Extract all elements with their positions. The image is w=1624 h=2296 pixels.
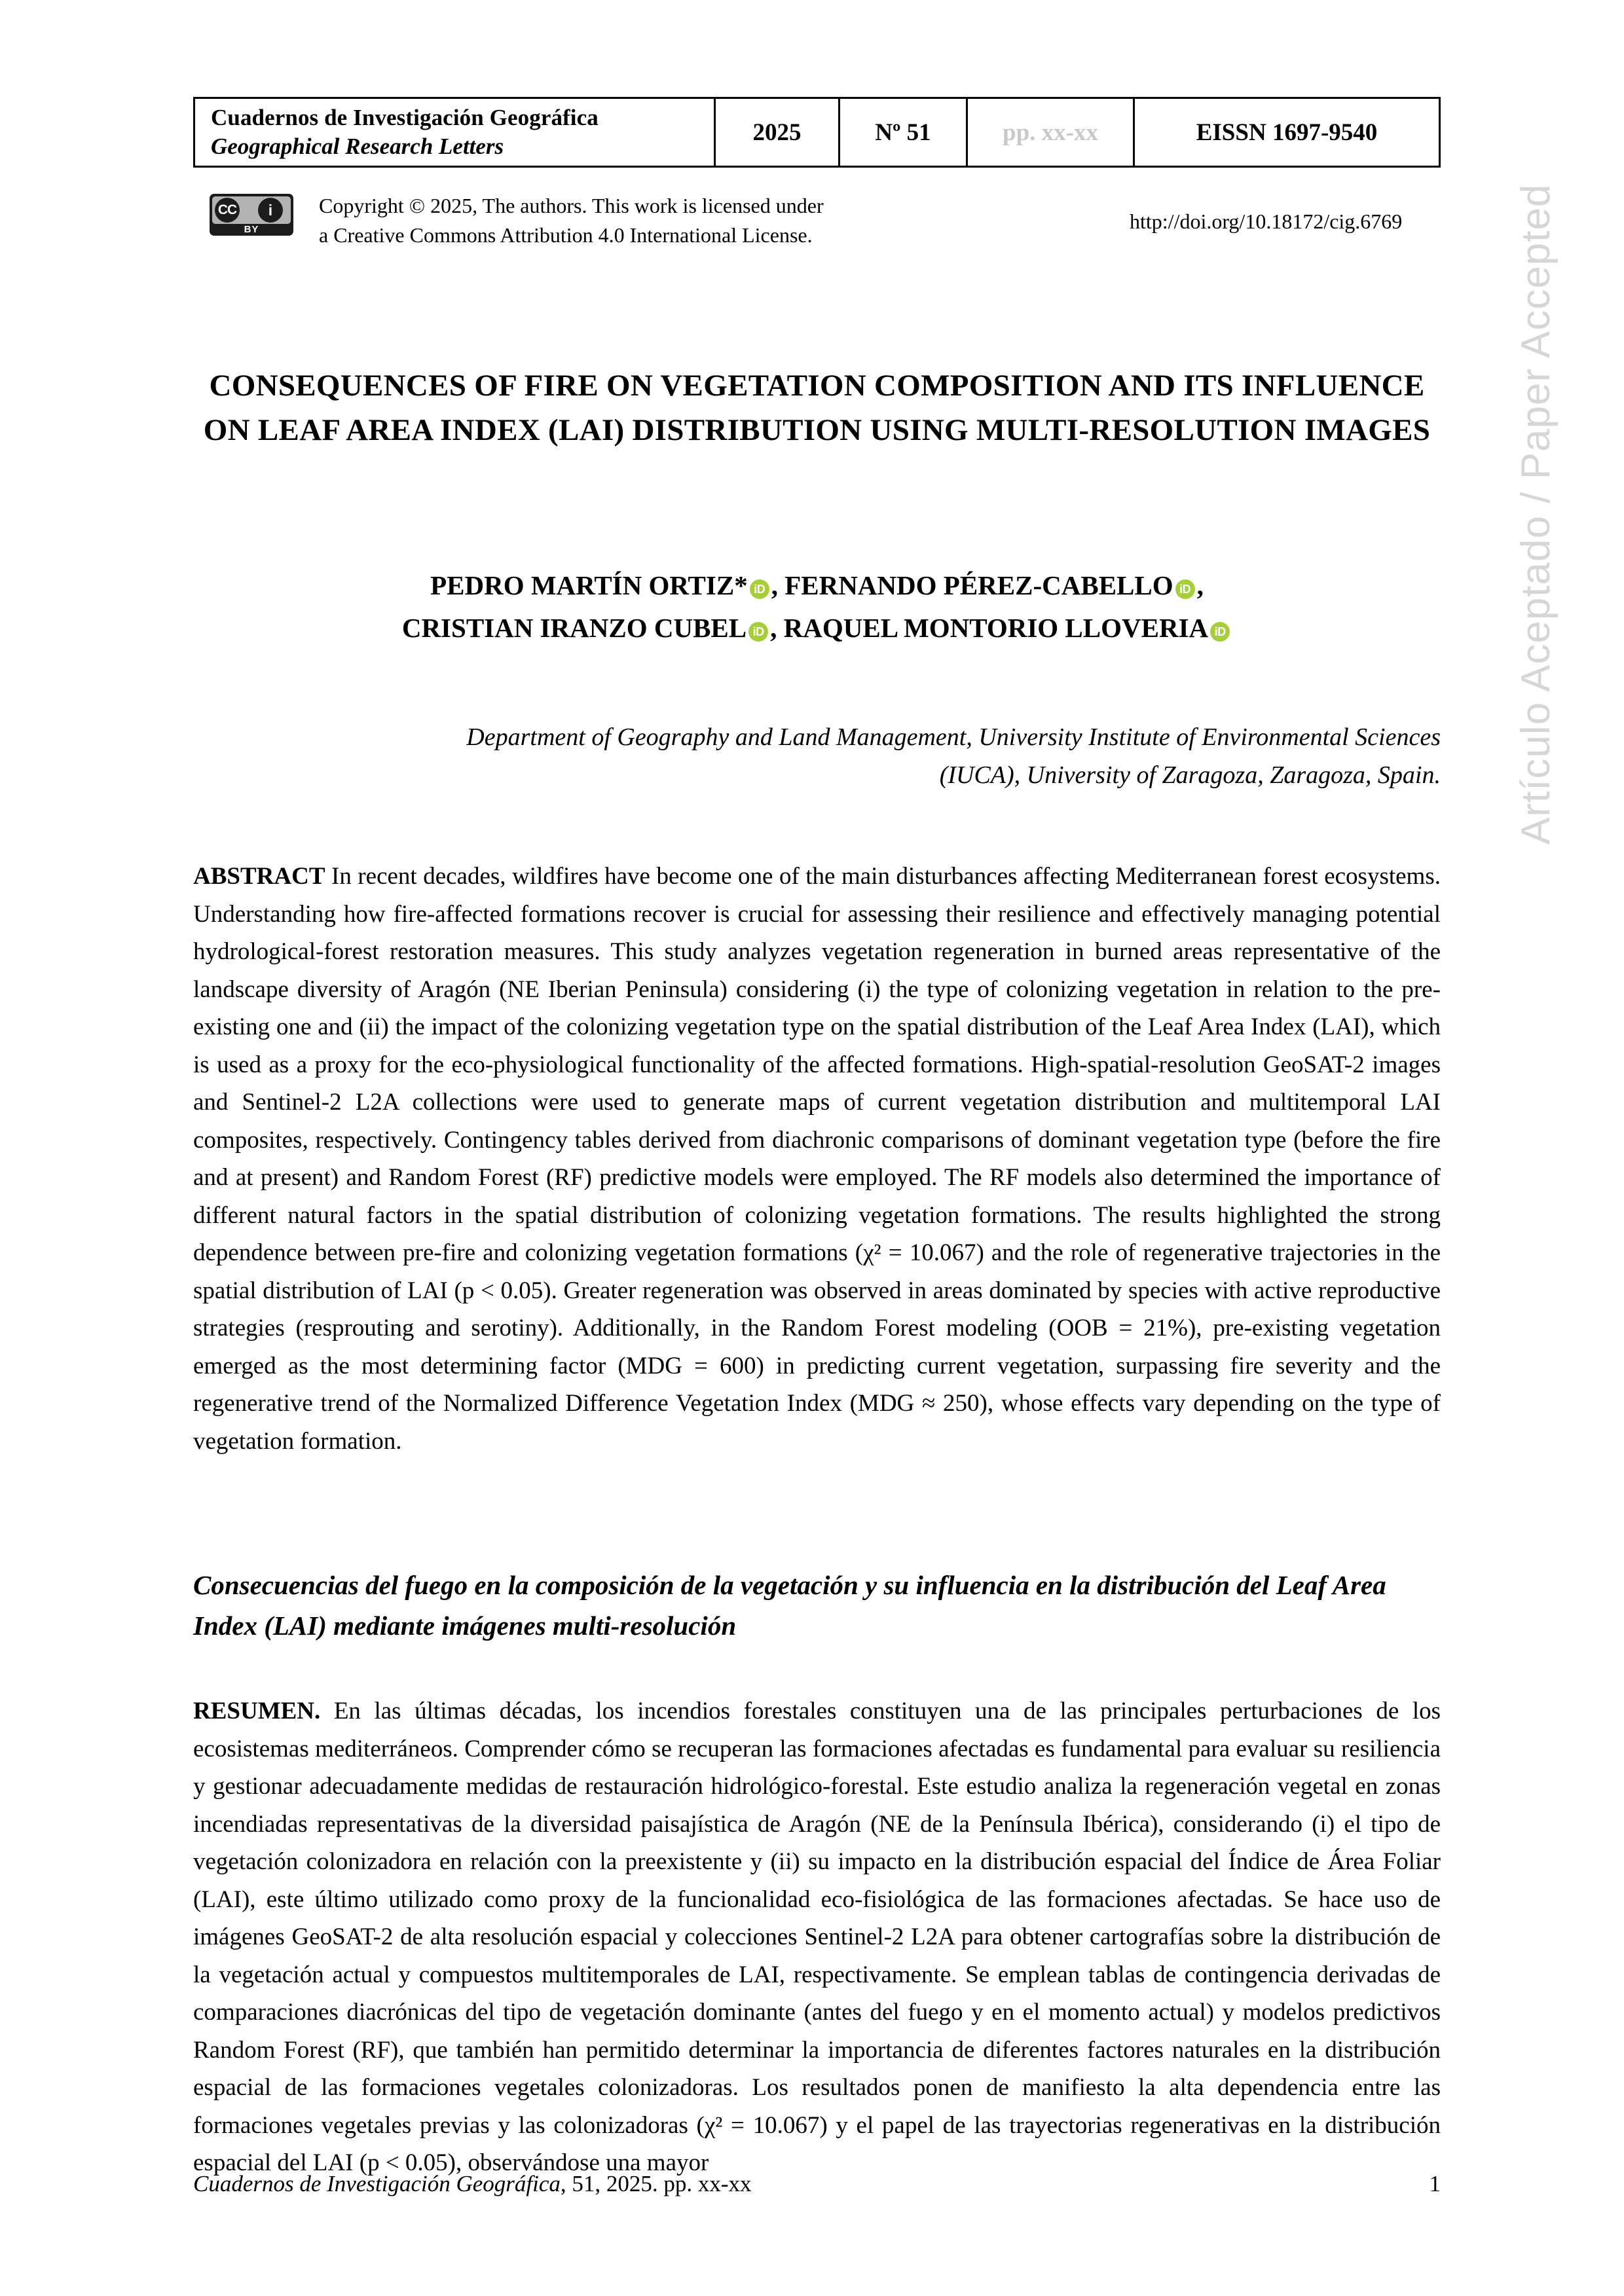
masthead-journal-name-cell	[195, 99, 716, 166]
author-pedro-martin-ortiz: PEDRO MARTÍN ORTIZ*	[430, 570, 748, 600]
resumen-section	[193, 1692, 1441, 2182]
author-affiliation: Department of Geography and Land Management, University Institute of Environmental Sciences (IUCA), University of Zaragoza, Zaragoza, Spain.	[466, 723, 1441, 789]
article-title: CONSEQUENCES OF FIRE ON VEGETATION COMPOSITION AND ITS INFLUENCE ON LEAF AREA INDEX (LAI) DISTRIBUTION USING MULTI-RESOLUTION IMAGES	[203, 369, 1431, 448]
cc-circle-icon: CC	[215, 198, 240, 223]
abstract-paragraph	[193, 858, 1441, 1461]
doi-link[interactable]: http://doi.org/10.18172/cig.6769	[1130, 210, 1403, 233]
masthead-issue-number: Nº 51	[840, 99, 968, 166]
resumen-text: En las últimas décadas, los incendios forestales constituyen una de las principales perturbaciones de los ecosistemas mediterráneos. Comprender cómo se recuperan las formaciones afectadas es fundamental para evaluar su resiliencia y gestionar adecuadamente medidas de restauración hidrológico-forestal. Este estudio analiza la regeneración vegetal en zonas incendiadas representativas de la diversidad paisajística de Aragón (NE de la Península Ibérica), considerando (i) el tipo de vegetación colonizadora en relación con la preexistente y (ii) su impacto en la distribución espacial del Índice de Área Foliar (LAI), este último utilizado como proxy de la funcionalidad eco-fisiológica de las formaciones afectadas. Se hace uso de imágenes GeoSAT-2 de alta resolución espacial y colecciones Sentinel-2 L2A para obtener cartografías sobre la distribución de la vegetación actual y compuestos multitemporales de LAI, respectivamente. Se emplean tablas de contingencia derivadas de comparaciones diacrónicas del tipo de vegetación dominante (antes del fuego y en el momento actual) y modelos predictivos Random Forest (RF), que también han permitido determinar la importancia de diferentes factores naturales en la distribución espacial de las formaciones vegetales colonizadoras. Los resultados ponen de manifiesto la alta dependencia entre las formaciones vegetales previas y las colonizadoras (χ² = 10.067) y el papel de las trayectorias regenerativas en la distribución espacial del LAI (p < 0.05), observándose una mayor	[193, 1698, 1441, 2177]
journal-name-english: Geographical Research Letters	[211, 134, 504, 159]
masthead-eissn: EISSN 1697-9540	[1196, 118, 1378, 146]
license-statement	[319, 191, 908, 251]
article-title-spanish: Consecuencias del fuego en la composición de la vegetación y su influencia en la distribución del Leaf Area Index (LAI) mediante imágenes multi-resolución	[193, 1570, 1386, 1641]
author-raquel-montorio-lloveria: , RAQUEL MONTORIO LLOVERIA	[770, 612, 1209, 643]
masthead-page-range: pp. xx-xx	[968, 99, 1135, 166]
license-line-1: Copyright © 2025, The authors. This work is licensed under	[319, 194, 824, 217]
abstract-label: ABSTRACT	[193, 863, 325, 890]
page-number: 1	[1429, 2171, 1441, 2196]
creative-commons-by-icon[interactable]	[210, 194, 293, 236]
resumen-label: RESUMEN.	[193, 1698, 321, 1724]
journal-masthead-table	[193, 97, 1441, 168]
license-line-2: a Creative Commons Attribution 4.0 International License.	[319, 223, 813, 247]
orcid-icon[interactable]: iD	[1175, 579, 1195, 599]
author-cristian-iranzo-cubel: CRISTIAN IRANZO CUBEL	[401, 612, 747, 643]
author-fernando-perez-cabello: , FERNANDO PÉREZ-CABELLO	[771, 570, 1173, 600]
abstract-section	[193, 858, 1441, 1461]
resumen-paragraph	[193, 1692, 1441, 2182]
orcid-icon[interactable]: iD	[750, 579, 769, 599]
accepted-paper-watermark: Artículo Aceptado / Paper Accepted	[1513, 183, 1559, 845]
footer-citation-rest: , 51, 2025. pp. xx-xx	[560, 2171, 752, 2196]
masthead-year: 2025	[716, 99, 840, 166]
abstract-text: In recent decades, wildfires have become one of the main disturbances affecting Mediterranean forest ecosystems. Understanding how fire-affected formations recover is crucial for assessing their resilience and effectively managing potential hydrological-forest restoration measures. This study analyzes vegetation regeneration in burned areas representative of the landscape diversity of Aragón (NE Iberian Peninsula) considering (i) the type of colonizing vegetation in relation to the pre-existing one and (ii) the impact of the colonizing vegetation type on the spatial distribution of the Leaf Area Index (LAI), which is used as a proxy for the eco-physiological functionality of the affected formations. High-spatial-resolution GeoSAT-2 images and Sentinel-2 L2A collections were used to generate maps of current vegetation distribution and multitemporal LAI composites, respectively. Contingency tables derived from diachronic comparisons of dominant vegetation type (before the fire and at present) and Random Forest (RF) predictive models were employed. The RF models also determined the importance of different natural factors in the spatial distribution of colonizing vegetation formations. The results highlighted the strong dependence between pre-fire and colonizing vegetation formations (χ² = 10.067) and the role of regenerative trajectories in the spatial distribution of LAI (p < 0.05). Greater regeneration was observed in areas dominated by species with active reproductive strategies (resprouting and serotiny). Additionally, in the Random Forest modeling (OOB = 21%), pre-existing vegetation emerged as the most determining factor (MDG = 600) in predicting current vegetation, surpassing fire severity and the regenerative trend of the Normalized Difference Vegetation Index (MDG ≈ 250), whose effects vary depending on the type of vegetation formation.	[193, 863, 1441, 1455]
cc-person-icon: i	[258, 198, 283, 223]
footer-journal-name: Cuadernos de Investigación Geográfica	[193, 2171, 561, 2196]
page-footer	[193, 2171, 1441, 2197]
orcid-icon[interactable]: iD	[1210, 622, 1230, 642]
author-line-1	[193, 564, 1441, 607]
orcid-icon[interactable]: iD	[748, 622, 768, 642]
footer-citation	[193, 2171, 752, 2197]
license-row	[193, 189, 1441, 247]
author-list	[193, 564, 1441, 649]
journal-name-spanish: Cuadernos de Investigación Geográfica	[211, 104, 599, 130]
cc-by-label: BY	[244, 224, 259, 235]
author-line-2	[193, 607, 1441, 649]
author-line-1-comma: ,	[1196, 570, 1204, 600]
